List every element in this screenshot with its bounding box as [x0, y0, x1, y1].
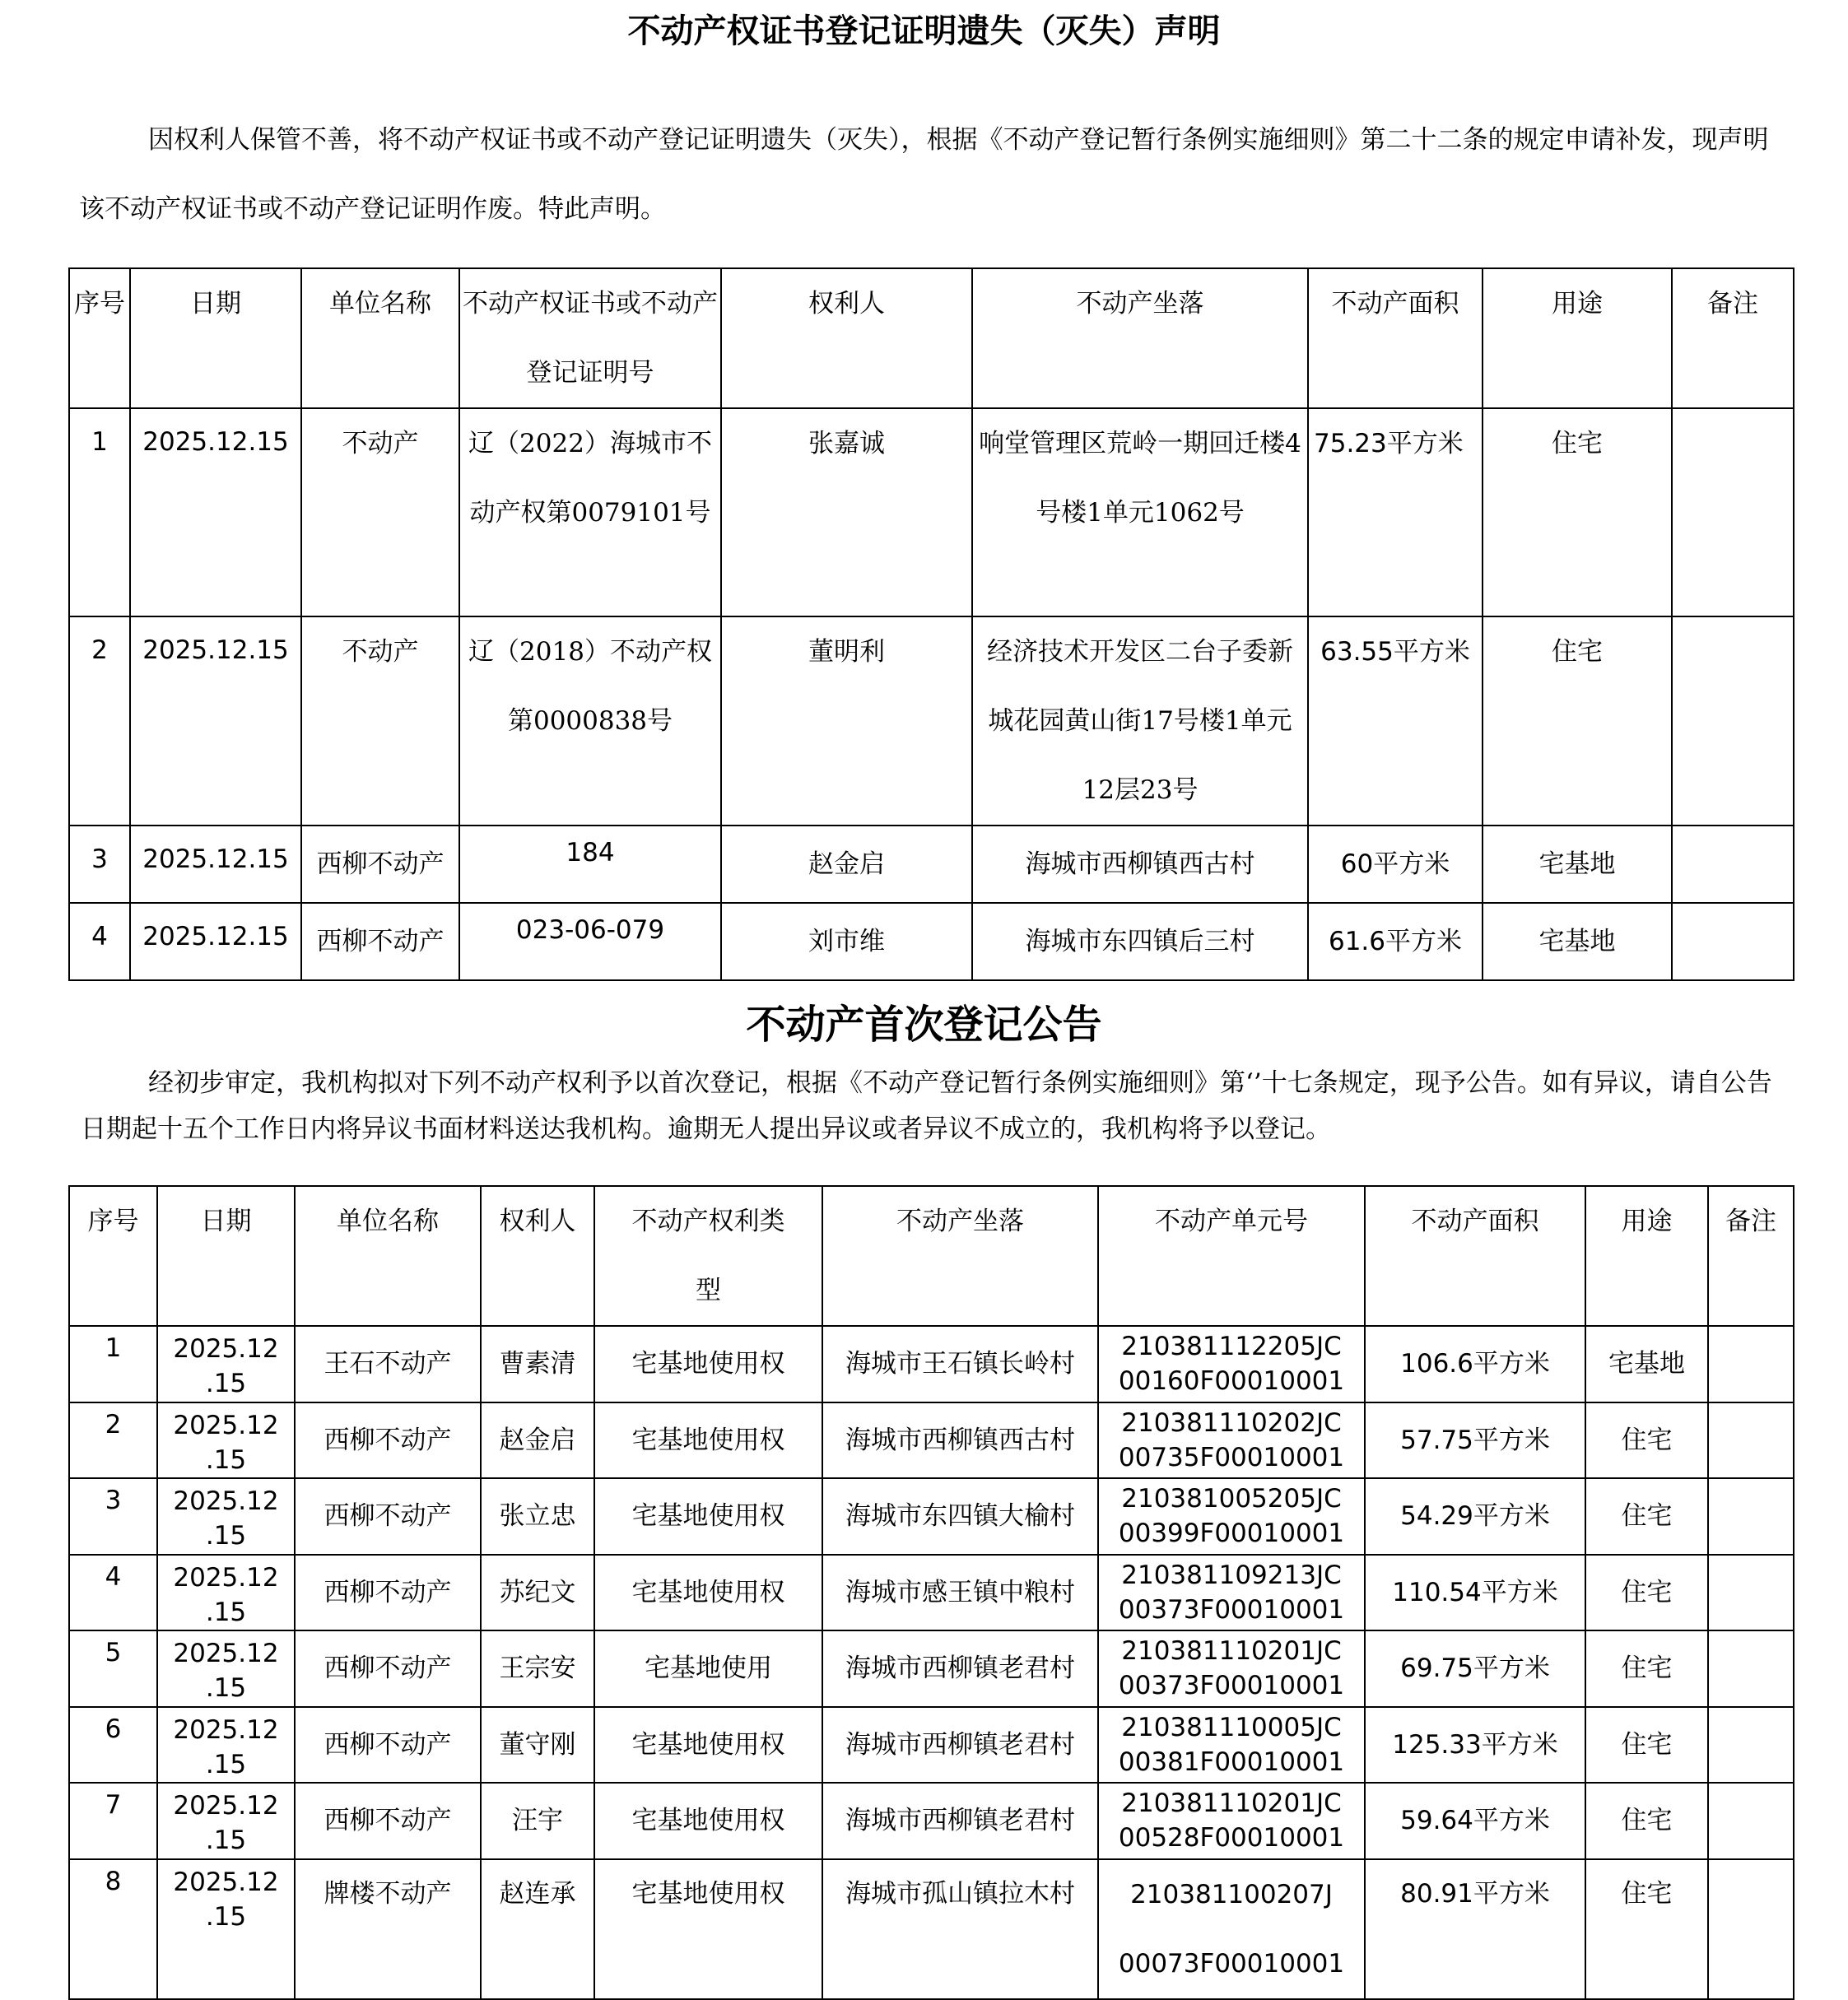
- row-number: 4: [69, 903, 130, 980]
- area-cell: 75.23平方米: [1308, 408, 1483, 616]
- row-number: 4: [69, 1555, 157, 1631]
- area-cell: 80.91平方米: [1365, 1859, 1585, 1999]
- unit-cell: 不动产: [301, 408, 459, 616]
- location-cell: 经济技术开发区二台子委新城花园黄山街17号楼1单元12层23号: [972, 616, 1308, 826]
- note-cell: [1708, 1783, 1794, 1859]
- date-cell: 2025.12 .15: [157, 1402, 295, 1479]
- area-cell: 57.75平方米: [1365, 1402, 1585, 1479]
- use-cell: 住宅: [1585, 1555, 1708, 1631]
- loss-statement-title: 不动产权证书登记证明遗失（灭失）声明: [627, 12, 1221, 50]
- loss-statement-table: [68, 267, 1794, 981]
- right-type-cell: 宅基地使用权: [594, 1783, 822, 1859]
- table-row: [69, 1555, 1794, 1631]
- date-cell: 2025.12 .15: [157, 1707, 295, 1784]
- header-cell: 备注: [1672, 268, 1794, 408]
- location-cell: 海城市王石镇长岭村: [822, 1326, 1098, 1402]
- date-cell: 2025.12.15: [130, 616, 301, 826]
- area-cell: 110.54平方米: [1365, 1555, 1585, 1631]
- certificate-cell: 辽（2022）海城市不动产权第0079101号: [459, 408, 721, 616]
- certificate-cell: 184: [459, 826, 721, 903]
- area-cell: 125.33平方米: [1365, 1707, 1585, 1784]
- loss-statement-paragraph: 因权利人保管不善，将不动产权证书或不动产登记证明遗失（灭失），根据《不动产登记暂行条例实施细则》第二十二条的规定申请补发，现声明该不动产权证书或不动产登记证明作废。特此声明。: [79, 125, 1769, 224]
- owner-cell: 刘市维: [721, 903, 972, 980]
- header-cell: 不动产权证书或不动产登记证明号: [459, 268, 721, 408]
- right-type-cell: 宅基地使用权: [594, 1402, 822, 1479]
- unit-number-cell: 210381110005JC 00381F00010001: [1098, 1707, 1365, 1784]
- right-type-cell: 宅基地使用权: [594, 1326, 822, 1402]
- note-cell: [1708, 1402, 1794, 1479]
- unit-cell: 王石不动产: [295, 1326, 481, 1402]
- use-cell: 住宅: [1483, 616, 1672, 826]
- owner-cell: 张嘉诚: [721, 408, 972, 616]
- owner-cell: 赵金启: [481, 1402, 594, 1479]
- table-header-row: [69, 268, 1794, 408]
- header-cell: 备注: [1708, 1186, 1794, 1326]
- note-cell: [1708, 1707, 1794, 1784]
- header-cell: 不动产面积: [1365, 1186, 1585, 1326]
- certificate-cell: 辽（2018）不动产权第0000838号: [459, 616, 721, 826]
- table-row: [69, 1402, 1794, 1479]
- row-number: 1: [69, 408, 130, 616]
- header-cell: 权利人: [721, 268, 972, 408]
- location-cell: 海城市西柳镇西古村: [822, 1402, 1098, 1479]
- use-cell: 宅基地: [1483, 826, 1672, 903]
- header-cell: 不动产坐落: [972, 268, 1308, 408]
- note-cell: [1672, 616, 1794, 826]
- unit-number-cell: 210381110202JC 00735F00010001: [1098, 1402, 1365, 1479]
- location-cell: 海城市西柳镇老君村: [822, 1707, 1098, 1784]
- date-cell: 2025.12.15: [130, 903, 301, 980]
- row-number: 2: [69, 616, 130, 826]
- owner-cell: 赵金启: [721, 826, 972, 903]
- row-number: 6: [69, 1707, 157, 1784]
- use-cell: 住宅: [1585, 1478, 1708, 1555]
- unit-number-cell: 210381005205JC 00399F00010001: [1098, 1478, 1365, 1555]
- unit-cell: 西柳不动产: [295, 1402, 481, 1479]
- location-cell: 海城市西柳镇西古村: [972, 826, 1308, 903]
- use-cell: 住宅: [1483, 408, 1672, 616]
- area-cell: 69.75平方米: [1365, 1630, 1585, 1707]
- unit-cell: 西柳不动产: [295, 1783, 481, 1859]
- owner-cell: 苏纪文: [481, 1555, 594, 1631]
- row-number: 7: [69, 1783, 157, 1859]
- owner-cell: 赵连承: [481, 1859, 594, 1999]
- unit-cell: 不动产: [301, 616, 459, 826]
- row-number: 8: [69, 1859, 157, 1999]
- note-cell: [1708, 1859, 1794, 1999]
- owner-cell: 张立忠: [481, 1478, 594, 1555]
- area-cell: 59.64平方米: [1365, 1783, 1585, 1859]
- owner-cell: 曹素清: [481, 1326, 594, 1402]
- date-cell: 2025.12 .15: [157, 1326, 295, 1402]
- area-cell: 106.6平方米: [1365, 1326, 1585, 1402]
- unit-cell: 西柳不动产: [301, 903, 459, 980]
- date-cell: 2025.12 .15: [157, 1783, 295, 1859]
- header-cell: 权利人: [481, 1186, 594, 1326]
- date-cell: 2025.12.15: [130, 826, 301, 903]
- header-cell: 日期: [130, 268, 301, 408]
- unit-number-cell: 210381112205JC 00160F00010001: [1098, 1326, 1365, 1402]
- first-registration-title: 不动产首次登记公告: [746, 1002, 1102, 1048]
- header-cell: 用途: [1585, 1186, 1708, 1326]
- table-row: [69, 826, 1794, 903]
- header-cell: 日期: [157, 1186, 295, 1326]
- table-header-row: [69, 1186, 1794, 1326]
- row-number: 5: [69, 1630, 157, 1707]
- unit-number-cell: 210381110201JC 00373F00010001: [1098, 1630, 1365, 1707]
- location-cell: 响堂管理区荒岭一期回迁楼4号楼1单元1062号: [972, 408, 1308, 616]
- right-type-cell: 宅基地使用: [594, 1630, 822, 1707]
- owner-cell: 王宗安: [481, 1630, 594, 1707]
- location-cell: 海城市西柳镇老君村: [822, 1630, 1098, 1707]
- table-row: [69, 616, 1794, 826]
- owner-cell: 董守刚: [481, 1707, 594, 1784]
- header-cell: 序号: [69, 268, 130, 408]
- unit-cell: 西柳不动产: [295, 1555, 481, 1631]
- header-cell: 序号: [69, 1186, 157, 1326]
- table-row: [69, 903, 1794, 980]
- area-cell: 63.55平方米: [1308, 616, 1483, 826]
- use-cell: 住宅: [1585, 1783, 1708, 1859]
- certificate-cell: 023-06-079: [459, 903, 721, 980]
- note-cell: [1672, 408, 1794, 616]
- note-cell: [1708, 1326, 1794, 1402]
- date-cell: 2025.12 .15: [157, 1859, 295, 1999]
- unit-number-cell: 210381100207J 00073F00010001: [1098, 1859, 1365, 1999]
- row-number: 2: [69, 1402, 157, 1479]
- first-registration-paragraph: 经初步审定，我机构拟对下列不动产权利予以首次登记，根据《不动产登记暂行条例实施细则》第‘’十七条规定，现予公告。如有异议，请自公告日期起十五个工作日内将异议书面材料送达我机构。逾期无人提出异议或者异议不成立的，我机构将予以登记。: [81, 1068, 1772, 1144]
- date-cell: 2025.12 .15: [157, 1555, 295, 1631]
- date-cell: 2025.12 .15: [157, 1630, 295, 1707]
- row-number: 3: [69, 1478, 157, 1555]
- header-cell: 用途: [1483, 268, 1672, 408]
- right-type-cell: 宅基地使用权: [594, 1478, 822, 1555]
- header-cell: 不动产权利类型: [594, 1186, 822, 1326]
- header-cell: 不动产单元号: [1098, 1186, 1365, 1326]
- table-row: [69, 1707, 1794, 1784]
- unit-cell: 西柳不动产: [301, 826, 459, 903]
- row-number: 3: [69, 826, 130, 903]
- unit-cell: 西柳不动产: [295, 1707, 481, 1784]
- unit-cell: 西柳不动产: [295, 1478, 481, 1555]
- header-cell: 不动产坐落: [822, 1186, 1098, 1326]
- unit-cell: 牌楼不动产: [295, 1859, 481, 1999]
- first-registration-table: [68, 1185, 1794, 2000]
- table-row: [69, 1859, 1794, 1999]
- table-row: [69, 1326, 1794, 1402]
- row-number: 1: [69, 1326, 157, 1402]
- header-cell: 单位名称: [301, 268, 459, 408]
- right-type-cell: 宅基地使用权: [594, 1859, 822, 1999]
- header-cell: 单位名称: [295, 1186, 481, 1326]
- location-cell: 海城市西柳镇老君村: [822, 1783, 1098, 1859]
- table-row: [69, 1630, 1794, 1707]
- owner-cell: 汪宇: [481, 1783, 594, 1859]
- use-cell: 住宅: [1585, 1402, 1708, 1479]
- owner-cell: 董明利: [721, 616, 972, 826]
- table-row: [69, 1783, 1794, 1859]
- unit-number-cell: 210381109213JC 00373F00010001: [1098, 1555, 1365, 1631]
- use-cell: 宅基地: [1585, 1326, 1708, 1402]
- area-cell: 54.29平方米: [1365, 1478, 1585, 1555]
- unit-number-cell: 210381110201JC 00528F00010001: [1098, 1783, 1365, 1859]
- location-cell: 海城市孤山镇拉木村: [822, 1859, 1098, 1999]
- note-cell: [1708, 1478, 1794, 1555]
- note-cell: [1708, 1630, 1794, 1707]
- area-cell: 60平方米: [1308, 826, 1483, 903]
- use-cell: 住宅: [1585, 1859, 1708, 1999]
- use-cell: 宅基地: [1483, 903, 1672, 980]
- location-cell: 海城市东四镇后三村: [972, 903, 1308, 980]
- header-cell: 不动产面积: [1308, 268, 1483, 408]
- note-cell: [1672, 903, 1794, 980]
- use-cell: 住宅: [1585, 1707, 1708, 1784]
- right-type-cell: 宅基地使用权: [594, 1555, 822, 1631]
- right-type-cell: 宅基地使用权: [594, 1707, 822, 1784]
- table-row: [69, 1478, 1794, 1555]
- location-cell: 海城市东四镇大榆村: [822, 1478, 1098, 1555]
- date-cell: 2025.12.15: [130, 408, 301, 616]
- note-cell: [1708, 1555, 1794, 1631]
- note-cell: [1672, 826, 1794, 903]
- location-cell: 海城市感王镇中粮村: [822, 1555, 1098, 1631]
- use-cell: 住宅: [1585, 1630, 1708, 1707]
- table-row: [69, 408, 1794, 616]
- unit-cell: 西柳不动产: [295, 1630, 481, 1707]
- date-cell: 2025.12 .15: [157, 1478, 295, 1555]
- area-cell: 61.6平方米: [1308, 903, 1483, 980]
